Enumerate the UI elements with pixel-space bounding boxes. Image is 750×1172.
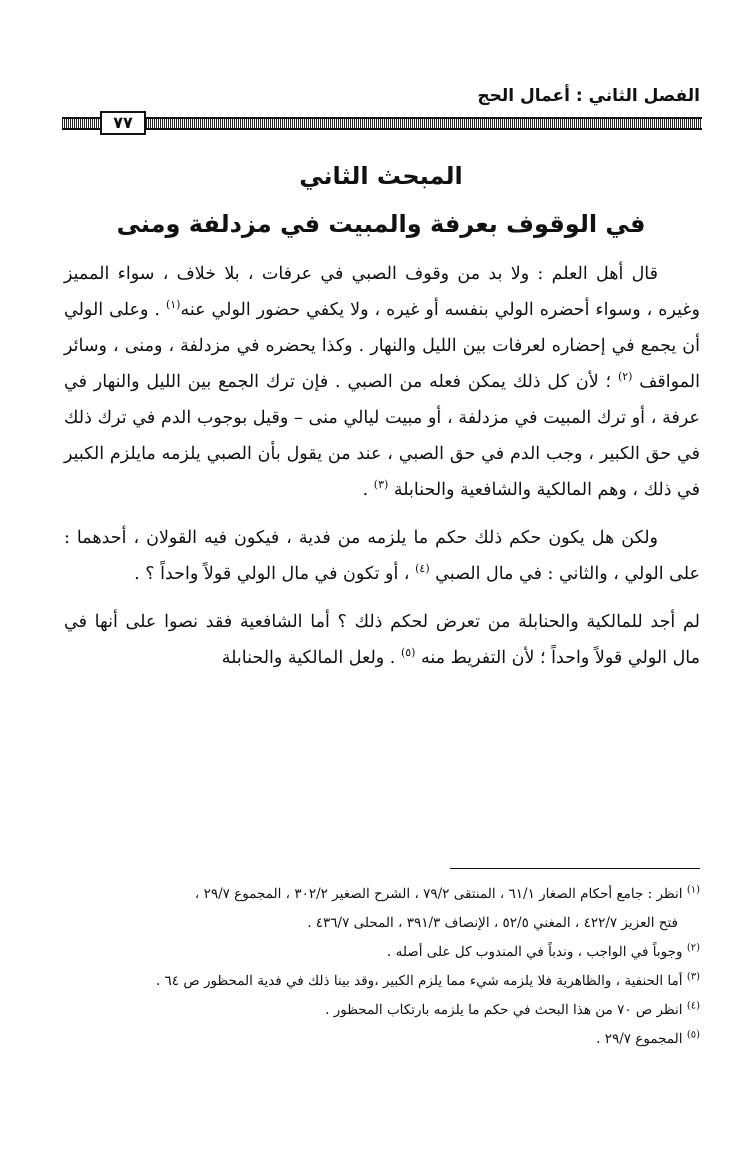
footnote-4 [64,996,700,1025]
paragraph-1-text-a: قال أهل العلم : ولا بد من وقوف الصبي في عرفات ، بلا خلاف ، سواء المميز وغيره ، وسواء أحضره الولي بنفسه أو غيره ، ولا يكفي حضور الولي عنه [64,264,700,320]
section-title: المبحث الثاني [299,162,463,190]
paragraph-2-text-a: ولكن هل يكون حكم ذلك حكم ما يلزمه من فدية ، فيكون فيه القولان ، أحدهما : على الولي ، والثاني : في مال الصبي [64,528,700,584]
running-header-title: الفصل الثاني : أعمال الحج [477,86,700,106]
header-rule [62,117,702,130]
page-number: ٧٧ [100,111,146,135]
paragraph-3-text-b: . ولعل المالكية والحنابلة [221,648,401,668]
footnote-1 [64,880,700,909]
footnote-ref-4: (٤) [415,562,430,576]
paragraph-1-text-b: . وعلى الولي أن يجمع في إحضاره لعرفات بين الليل والنهار . وكذا يحضره في مزدلفة ، ومنى ، وسائر المواقف [64,300,700,392]
footnote-5 [64,1025,700,1054]
footnote-text: انظر ص ٧٠ من هذا البحث في حكم ما يلزمه بارتكاب المحظور . [325,1002,683,1018]
footnote-number: (٤) [686,1000,700,1012]
footnote-number: (١) [686,884,700,896]
footnote-ref-3: (٣) [373,478,389,492]
footnote-number: (٢) [686,942,700,954]
footnote-text: المجموع ٢٩/٧ . [596,1031,683,1047]
footnote-ref-1: (١) [165,298,181,312]
footnotes [64,880,700,1054]
footnote-3 [64,967,700,996]
footnote-1-continuation [64,909,700,938]
footnote-text: وجوباً في الواجب ، وندباً في المندوب كل على أصله . [387,944,683,960]
paragraph-1-text-c: ؛ لأن كل ذلك يمكن فعله من الصبي . فإن ترك الجمع بين الليل والنهار في عرفة ، أو ترك المبيت في مزدلفة ، أو مبيت ليالي منى – وقيل بوجوب الدم في ترك ذلك في حق الكبير ، وجب الدم في حق الصبي ، عند من يقول بأن الصبي يلزمه مايلزم الكبير في ذلك ، وهم المالكية والشافعية والحنابلة [64,372,700,500]
paragraph-1 [64,256,700,508]
paragraph-2 [64,520,700,592]
footnote-ref-5: (٥) [400,646,416,660]
footnote-number: (٣) [686,971,700,983]
footnote-text: أما الحنفية ، والظاهرية فلا يلزمه شيء مما يلزم الكبير ،وقد بينا ذلك في فدية المحظور ص ٦٤ . [155,973,683,989]
paragraph-3-text-a: لم أجد للمالكية والحنابلة من تعرض لحكم ذلك ؟ أما الشافعية فقد نصوا على أنها في مال الولي قولاً واحداً ؛ لأن التفريط منه [64,612,700,668]
footnote-number: (٥) [686,1029,700,1041]
footnote-text: فتح العزيز ٤٢٢/٧ ، المغني ٥٢/٥ ، الإنصاف ٣٩١/٣ ، المحلى ٤٣٦/٧ . [307,915,678,931]
footnote-text: انظر : جامع أحكام الصغار ٦١/١ ، المنتقى ٧٩/٢ ، الشرح الصغير ٣٠٢/٢ ، المجموع ٢٩/٧ ، [194,886,683,902]
section-subtitle: في الوقوف بعرفة والمبيت في مزدلفة ومنى [116,210,646,238]
footnote-rule [450,868,700,869]
footnote-2 [64,938,700,967]
body-text [64,256,700,690]
paragraph-2-text-b: ، أو تكون في مال الولي قولاً واحداً ؟ . [134,564,416,584]
footnote-ref-2: (٢) [617,370,633,384]
paragraph-1-text-d: . [362,480,374,500]
paragraph-3 [64,604,700,676]
